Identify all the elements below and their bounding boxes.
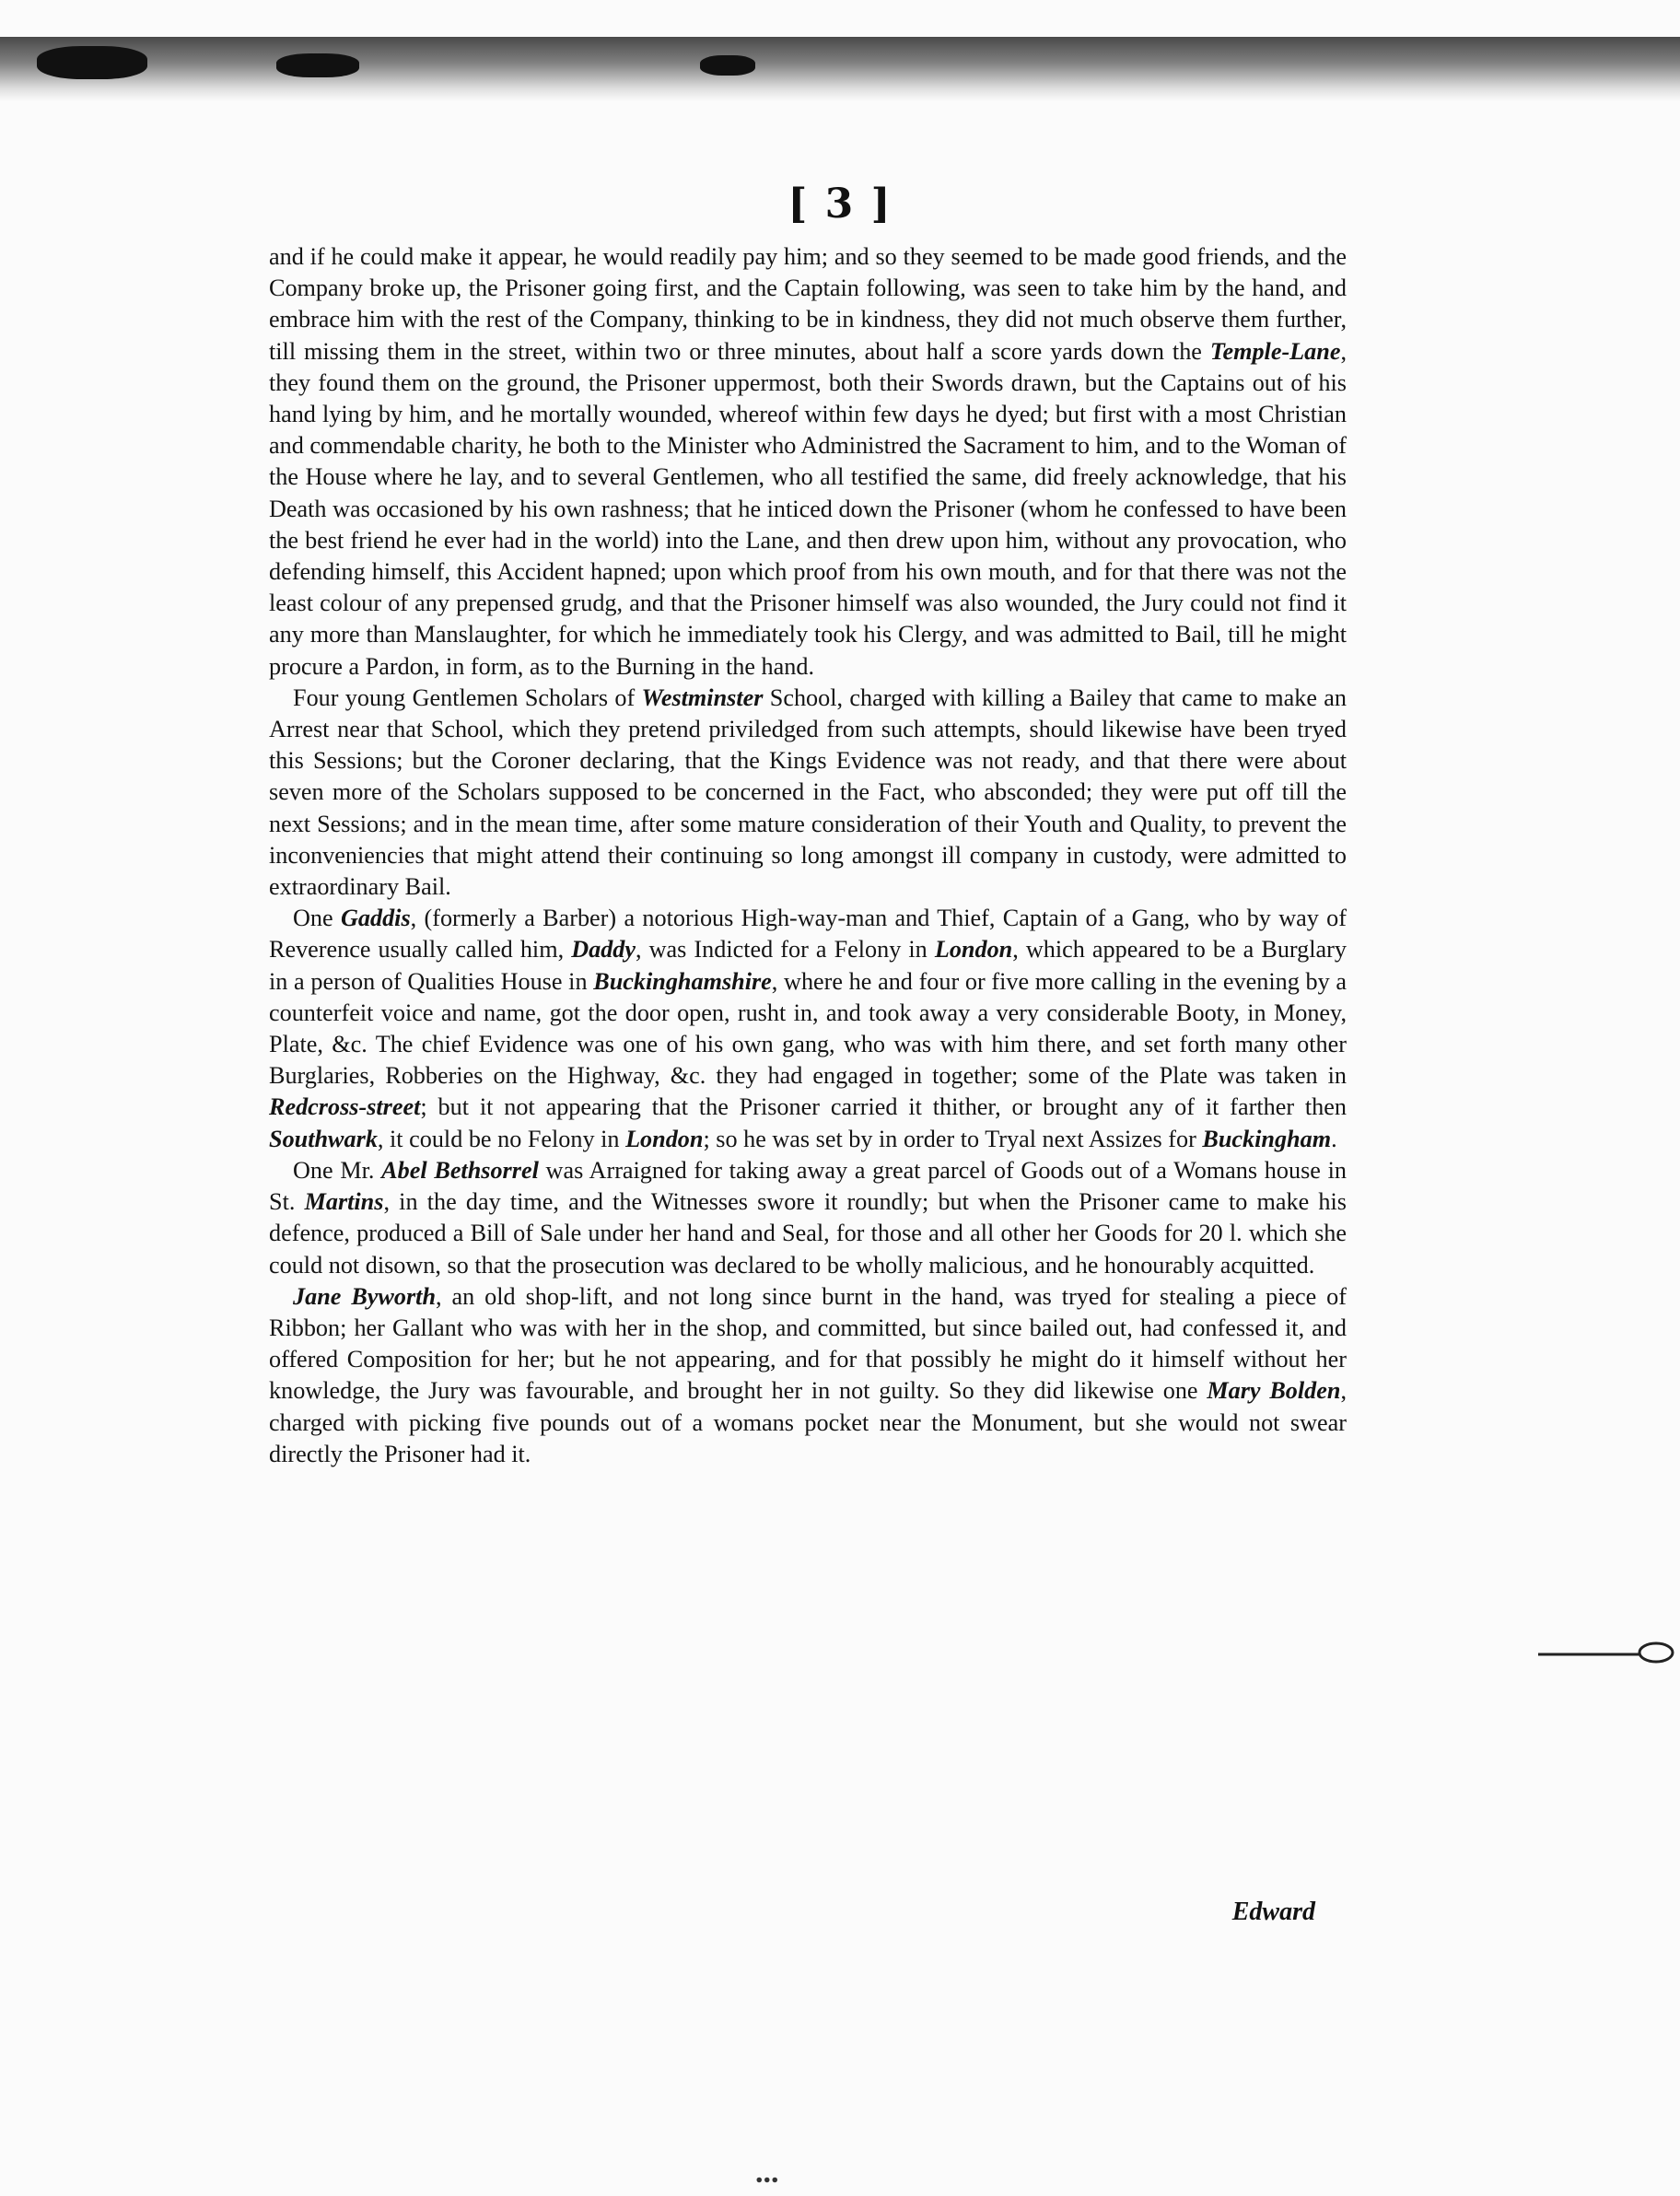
page-number: [ 3 ] <box>788 181 892 228</box>
text-run: ; but it not appearing that the Prisoner carried it thither, or brought any of it farther then <box>420 1093 1347 1121</box>
text-run: Four young Gentlemen Scholars of <box>293 683 642 711</box>
italic-name: Daddy <box>571 936 636 964</box>
italic-name: Buckingham <box>1202 1125 1332 1152</box>
paragraph <box>269 683 1347 903</box>
paragraph <box>269 1155 1347 1281</box>
text-run: , charged with picking five pounds out of a womans pocket near the Monument, but she would not swear directly the Prisoner had it. <box>269 1377 1347 1467</box>
italic-name: Southwark <box>269 1125 378 1152</box>
ink-blot <box>700 55 755 76</box>
ink-blot <box>37 46 147 79</box>
paragraph <box>269 903 1347 1155</box>
ink-blot <box>276 53 359 77</box>
italic-name: Abel Bethsorrel <box>381 1156 539 1184</box>
body-text <box>269 241 1347 1470</box>
scan-top-edge <box>0 37 1680 101</box>
text-run: , was Indicted for a Felony in <box>636 936 935 964</box>
text-run: , in the day time, and the Witnesses swore it roundly; but when the Prisoner came to make his defence, produced a Bill of Sale under her hand and Seal, for those and all other her Goods for 20 l. which she could not disown, so that the prosecution was declared to be wholly malicious, and he honourably acquitted. <box>269 1188 1347 1279</box>
text-run: , it could be no Felony in <box>377 1125 626 1152</box>
italic-name: Jane Byworth <box>293 1282 437 1310</box>
catchword: Edward <box>1231 1898 1315 1926</box>
italic-name: Gaddis <box>340 905 411 932</box>
pin-icon <box>1538 1640 1676 1667</box>
text-run: , they found them on the ground, the Prisoner uppermost, both their Swords drawn, but the Captains out of his hand lying by him, and he mortally wounded, whereof within few days he dyed; but first with a most Christian and commendable charity, he both to the Minister who Administred the Sacrament to him, and to the Woman of the House where he lay, and to several Gentlemen, who all testified the same, did freely acknowledge, that his Death was occasioned by his own rashness; that he inticed down the Prisoner (whom he confessed to have been the best friend he ever had in the world) into the Lane, and then drew upon him, without any provocation, who defending himself, this Accident hapned; upon which proof from his own mouth, and for that there was not the least colour of any prepensed grudg, and that the Prisoner himself was also wounded, the Jury could not find it any more than Manslaughter, for which he immediately took his Clergy, and was admitted to Bail, till he might procure a Pardon, in form, as to the Burning in the hand. <box>269 337 1347 680</box>
italic-name: Temple-Lane <box>1209 337 1341 365</box>
italic-name: Mary Bolden <box>1207 1377 1341 1405</box>
text-run: , which appeared to be a Burglary in a person of Qualities House in <box>269 936 1347 995</box>
italic-name: Buckinghamshire <box>593 967 772 995</box>
italic-name: Westminster <box>641 683 764 711</box>
italic-name: Martins <box>304 1188 384 1216</box>
text-run: One Mr. <box>293 1156 382 1184</box>
text-run: , an old shop-lift, and not long since burnt in the hand, was tryed for stealing a piece of Ribbon; her Gallant who was with her in the shop, and committed, but since bailed out, had confessed it, and offered Composition for her; but he not appearing, and for that possibly he might do it himself without her knowledge, the Jury was favourable, and brought her in not guilty. So they did likewise one <box>269 1282 1347 1405</box>
italic-name: London <box>934 936 1013 964</box>
text-run: . <box>1331 1125 1337 1152</box>
paragraph <box>269 1281 1347 1470</box>
text-run: ; so he was set by in order to Tryal next Assizes for <box>703 1125 1203 1152</box>
italic-name: Redcross-street <box>269 1093 421 1121</box>
text-run: School, charged with killing a Bailey that came to make an Arrest near that School, which they pretend priviledged from such attempts, should likewise have been tryed this Sessions; but the Coroner declaring, that the Kings Evidence was not ready, and that there were about seven more of the Scholars supposed to be concerned in the Fact, who absconded; they were put off till the next Sessions; and in the mean time, after some mature consideration of their Youth and Quality, to prevent the inconveniencies that might attend their continuing so long amongst ill company in custody, were admitted to extraordinary Bail. <box>269 683 1347 901</box>
text-run: One <box>293 905 341 932</box>
text-run: was Arraigned for taking away a great parcel of Goods out of a Womans house in St. <box>269 1156 1347 1216</box>
paragraph <box>269 241 1347 683</box>
text-run: and if he could make it appear, he would readily pay him; and so they seemed to be made good friends, and the Company broke up, the Prisoner going first, and the Captain following, was seen to take him by the hand, and embrace him with the rest of the Company, thinking to be in kindness, they did not much observe them further, till missing them in the street, within two or three minutes, about half a score yards down the <box>269 243 1347 365</box>
text-run: , where he and four or five more calling in the evening by a counterfeit voice and name, got the door open, rusht in, and took away a very considerable Booty, in Money, Plate, &c. The chief Evidence was one of his own gang, who was with him there, and set forth many other Burglaries, Robberies on the Highway, &c. they had engaged in together; some of the Plate was taken in <box>269 967 1348 1090</box>
page-mark: ... <box>755 2155 779 2190</box>
text-run: , (formerly a Barber) a notorious High-way-man and Thief, Captain of a Gang, who by way of Reverence usually called him, <box>269 905 1347 964</box>
italic-name: London <box>625 1125 704 1152</box>
